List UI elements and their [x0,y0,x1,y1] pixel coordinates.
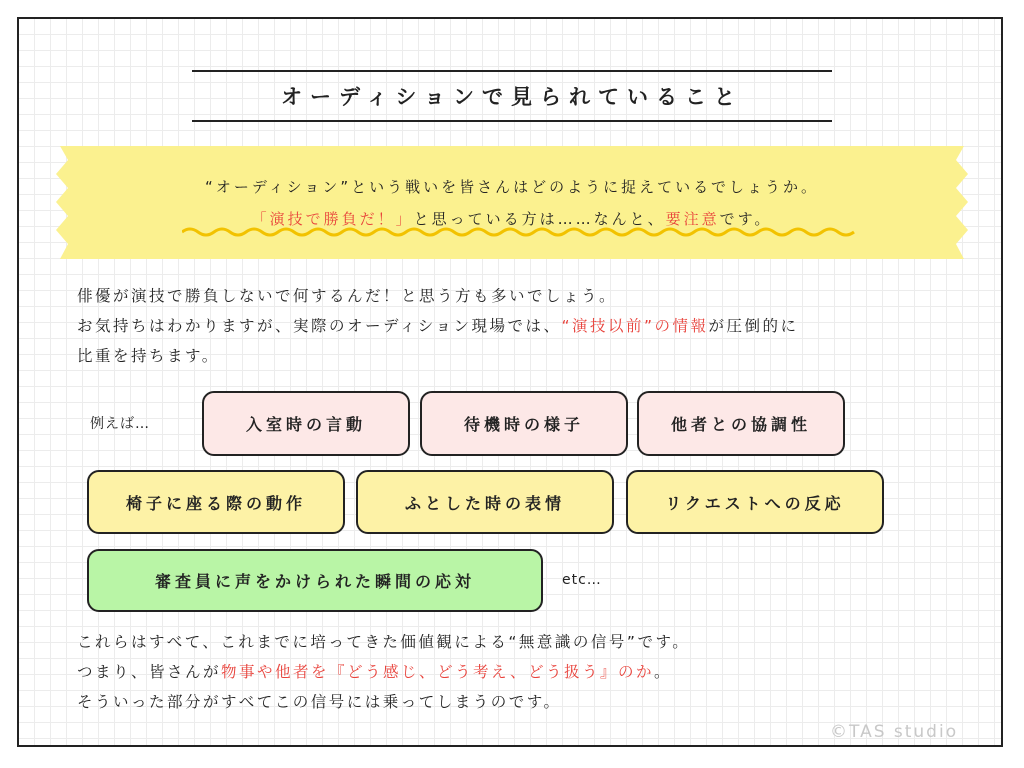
credit-watermark: ©TAS studio [830,722,959,742]
banner-line-1: “オーディション”という戦いを皆さんはどのように捉えているでしょうか。 [205,178,819,196]
page-title: オーディションで見られていること [281,85,743,109]
examples-label: 例えば… [90,416,150,432]
closing-line-3: そういった部分がすべてこの信号には乗ってしまうのです。 [77,693,562,711]
intro-paragraph [77,281,799,371]
example-chip-expression: ふとした時の表情 [356,470,614,534]
closing-paragraph [77,627,690,717]
banner-emphasis: 「演技で勝負だ！」 [251,210,414,228]
closing-emphasis: 物事や他者を『どう感じ、どう考え、どう扱う』のか [221,663,654,681]
example-chip-request: リクエストへの反応 [626,470,884,534]
example-chip-sitting: 椅子に座る際の動作 [87,470,345,534]
closing-line-2-post: 。 [653,663,672,681]
intro-line-1: 俳優が演技で勝負しないで何するんだ！と思う方も多いでしょう。 [77,287,618,305]
etc-label: etc… [562,572,602,588]
banner-mid-text: と思っている方は……なんと、 [413,210,666,228]
example-chip-cooperation: 他者との協調性 [637,391,845,456]
highlight-banner [48,146,976,259]
banner-end-text: です。 [719,210,773,228]
title-bar [192,70,832,122]
example-chip-entry: 入室時の言動 [202,391,410,456]
closing-line-2-pre: つまり、皆さんが [77,663,222,681]
intro-line-2-post: が圧倒的に [708,317,799,335]
squiggle-underline [182,225,862,239]
example-chip-waiting: 待機時の様子 [420,391,628,456]
intro-line-3: 比重を持ちます。 [77,347,220,365]
closing-line-2 [77,657,690,687]
banner-background [48,146,976,259]
intro-emphasis: “演技以前”の情報 [561,317,709,335]
banner-warning: 要注意 [665,210,720,228]
intro-line-2-pre: お気持ちはわかりますが、実際のオーディション現場では、 [77,317,562,335]
closing-line-1: これらはすべて、これまでに培ってきた価値観による“無意識の信号”です。 [77,633,691,651]
intro-line-2 [77,311,799,341]
example-chip-response: 審査員に声をかけられた瞬間の応対 [87,549,543,612]
